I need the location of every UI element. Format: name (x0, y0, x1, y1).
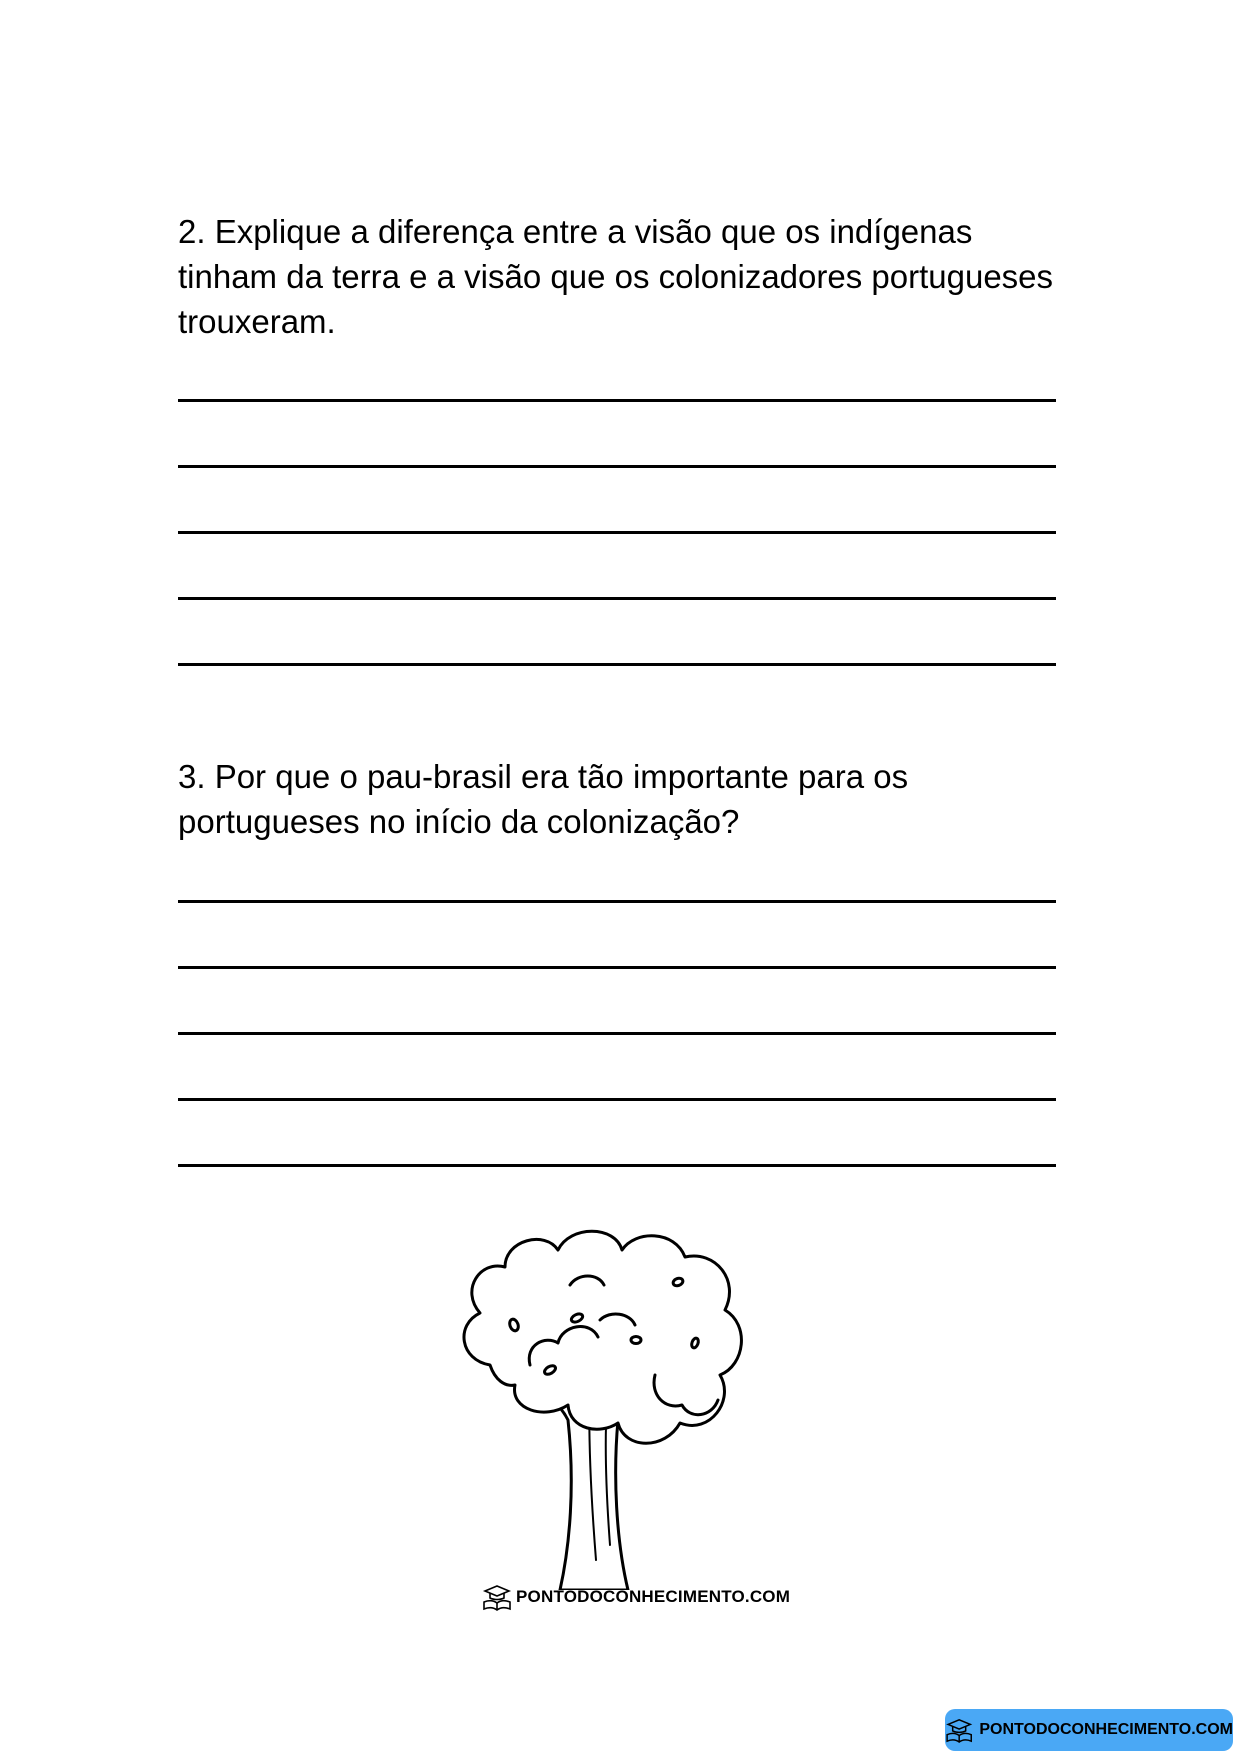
answer-line[interactable] (178, 663, 1056, 666)
site-link-badge[interactable] (945, 1709, 1233, 1751)
watermark (482, 1583, 790, 1611)
watermark-text: PONTODOCONHECIMENTO.COM (516, 1587, 791, 1606)
graduation-book-icon (945, 1717, 973, 1743)
tree-icon (450, 1225, 790, 1590)
answer-line[interactable] (178, 1032, 1056, 1035)
question-2-text: 2. Explique a diferença entre a visão que os indígenas tinham da terra e a visão que os colonizadores portugueses trouxeram. (178, 213, 1054, 340)
site-link-text: PONTODOCONHECIMENTO.COM (979, 1721, 1233, 1738)
answer-line[interactable] (178, 531, 1056, 534)
answer-line[interactable] (178, 597, 1056, 600)
answer-line[interactable] (178, 465, 1056, 468)
answer-line[interactable] (178, 399, 1056, 402)
answer-line[interactable] (178, 1098, 1056, 1101)
graduation-book-icon (482, 1583, 512, 1611)
question-3-text: 3. Por que o pau-brasil era tão importante para os portugueses no início da colonização? (178, 758, 909, 840)
answer-line[interactable] (178, 900, 1056, 903)
answer-line[interactable] (178, 966, 1056, 969)
answer-line[interactable] (178, 1164, 1056, 1167)
